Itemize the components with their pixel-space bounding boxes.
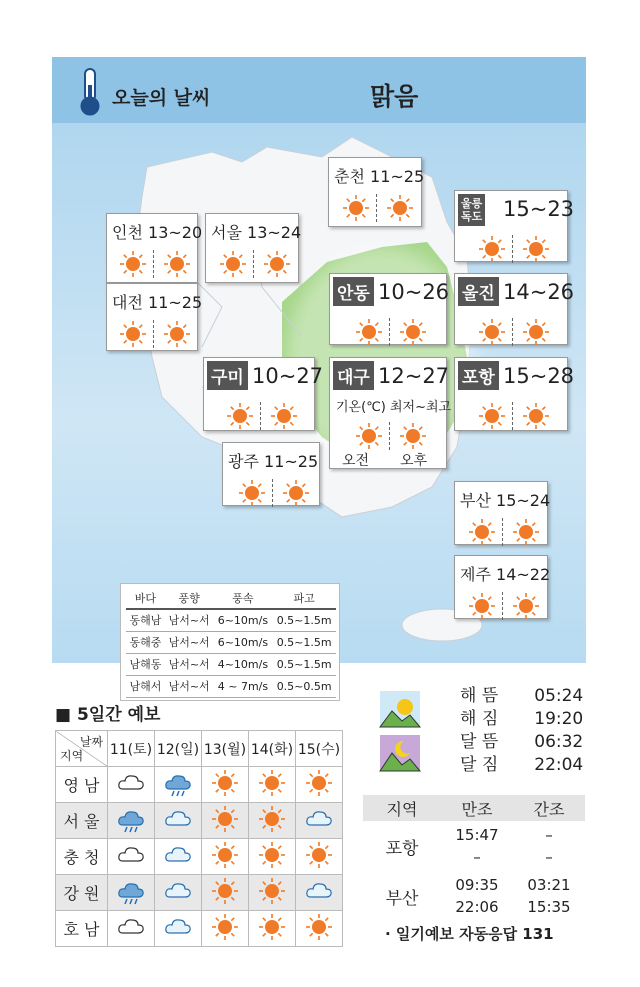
forecast-region: 영 남 [56, 767, 108, 803]
sun-icon-pm [263, 250, 291, 278]
city-temp: 13~20 [148, 223, 203, 242]
sun-icon-am [238, 479, 266, 507]
sea-cell: 0.5~1.5m [272, 609, 336, 631]
divider [512, 318, 513, 346]
city-name: 울릉 독도 [458, 194, 485, 226]
sea-cell: 0.5~1.5m [272, 653, 336, 675]
divider [153, 250, 154, 278]
sun-icon-pm [522, 402, 550, 430]
moonset-label: 달 짐 [460, 755, 499, 775]
cloud-rain-icon [108, 875, 155, 911]
city-name: 대구 [333, 361, 374, 390]
sea-cell: 남서~서 [165, 609, 214, 631]
forecast-row [56, 875, 343, 911]
sun-icon-pm [270, 402, 298, 430]
sea-cell: 6~10m/s [214, 609, 273, 631]
forecast-row [56, 839, 343, 875]
sea-cell: 남해동 [126, 653, 165, 675]
sun-icon [249, 803, 296, 839]
sun-icon [249, 911, 296, 947]
sun-icon-am [219, 250, 247, 278]
thermometer-icon [76, 67, 104, 117]
sun-icon-pm [399, 422, 427, 450]
forecast-region: 강 원 [56, 875, 108, 911]
city-box [106, 213, 203, 283]
day-header: 11(토) [108, 731, 155, 767]
five-day-forecast-table [55, 730, 343, 947]
five-day-forecast-title: ■ 5일간 예보 [55, 705, 161, 725]
cloud-sun-icon [155, 911, 202, 947]
city-name: 서울 [211, 223, 242, 242]
moonrise-label: 달 뜸 [460, 732, 499, 752]
cloud-icon [108, 767, 155, 803]
sun-icon [296, 911, 343, 947]
sunset-time: 19:20 [534, 709, 584, 729]
sea-cell: 남서~서 [165, 675, 214, 697]
sun-icon-pm [522, 235, 550, 263]
sun-icon-pm [512, 518, 540, 546]
city-temp: 11~25 [148, 293, 203, 312]
sun-icon-am [355, 422, 383, 450]
city-name: 광주 [228, 452, 259, 471]
sun-icon-am [226, 402, 254, 430]
divider [502, 592, 503, 620]
cloud-sun-icon [155, 839, 202, 875]
sun-icon-am [342, 194, 370, 222]
cloud-rain-icon [155, 767, 202, 803]
sea-cell: 남서~서 [165, 631, 214, 653]
city-name: 제주 [460, 565, 491, 584]
sea-cell: 남서~서 [165, 653, 214, 675]
city-box [454, 357, 575, 431]
city-temp: 14~26 [503, 280, 575, 304]
forecast-row [56, 767, 343, 803]
city-box [454, 555, 551, 619]
sun-icon-am [478, 318, 506, 346]
sun-icon [202, 767, 249, 803]
divider [260, 402, 261, 430]
city-box [329, 357, 452, 469]
sun-icon-pm [512, 592, 540, 620]
sun-icon-am [478, 402, 506, 430]
tide-header: 간조 [513, 795, 585, 821]
sun-icon-pm [386, 194, 414, 222]
corner-region-label: 지역 [60, 749, 84, 763]
day-header: 15(수) [296, 731, 343, 767]
forecast-row [56, 911, 343, 947]
sun-icon-am [355, 318, 383, 346]
sunrise-icon [380, 691, 420, 727]
forecast-region: 호 남 [56, 911, 108, 947]
city-box [328, 157, 425, 227]
sunrise-time: 05:24 [534, 686, 584, 706]
sunset-label: 해 짐 [460, 709, 499, 729]
divider [389, 318, 390, 346]
sun-icon-am [468, 592, 496, 620]
city-box [454, 481, 551, 545]
divider [272, 479, 273, 507]
title-bar [52, 57, 586, 123]
city-name: 포항 [458, 361, 499, 390]
sea-header: 파고 [272, 587, 336, 609]
forecast-region: 충 청 [56, 839, 108, 875]
city-temp: 11~25 [370, 167, 425, 186]
sun-icon [296, 839, 343, 875]
divider [389, 422, 390, 450]
tide-region: 포항 [385, 838, 419, 859]
tide-high: – [473, 848, 481, 866]
cloud-sun-icon [296, 803, 343, 839]
sun-icon [249, 767, 296, 803]
city-name: 대전 [112, 293, 143, 312]
day-header: 14(화) [249, 731, 296, 767]
cloud-icon [108, 839, 155, 875]
tide-high: 09:35 [455, 876, 499, 894]
auto-response-info: · 일기예보 자동응답 131 [385, 925, 554, 943]
cloud-rain-icon [108, 803, 155, 839]
sun-icon-am [468, 518, 496, 546]
cloud-sun-icon [296, 875, 343, 911]
forecast-row [56, 803, 343, 839]
corner-cell [56, 731, 108, 767]
city-temp: 14~22 [496, 565, 551, 584]
sea-row [126, 653, 336, 675]
tide-region: 부산 [385, 888, 419, 909]
tide-table [363, 795, 585, 921]
city-temp: 15~28 [503, 364, 575, 388]
cloud-sun-icon [155, 875, 202, 911]
sea-conditions-table [120, 583, 340, 701]
weather-condition: 맑음 [370, 82, 419, 111]
sea-row [126, 631, 336, 653]
city-box [203, 357, 324, 431]
city-temp: 12~27 [378, 364, 450, 388]
sea-row [126, 675, 336, 697]
page-title: 오늘의 날씨 [112, 87, 211, 109]
city-temp: 10~26 [378, 280, 450, 304]
tide-header: 지역 [363, 795, 441, 821]
tide-low: – [545, 848, 553, 866]
sea-cell: 4~10m/s [214, 653, 273, 675]
tide-header: 만조 [441, 795, 513, 821]
city-name: 부산 [460, 491, 491, 510]
cloud-sun-icon [155, 803, 202, 839]
sun-icon [249, 875, 296, 911]
sun-icon [249, 839, 296, 875]
divider [253, 250, 254, 278]
city-name: 안동 [333, 277, 374, 306]
sea-cell: 6~10m/s [214, 631, 273, 653]
sun-icon-pm [163, 250, 191, 278]
sun-icon-am [119, 250, 147, 278]
sun-icon-am [478, 235, 506, 263]
tide-low: – [545, 826, 553, 844]
city-box [106, 283, 203, 351]
tide-high: 22:06 [455, 898, 499, 916]
legend-temp: 기온(℃) 최저~최고 [336, 400, 452, 415]
divider [153, 320, 154, 348]
divider [376, 194, 377, 222]
sea-cell: 4 ~ 7m/s [214, 675, 273, 697]
moonrise-icon [380, 735, 420, 771]
sun-icon-pm [163, 320, 191, 348]
divider [502, 518, 503, 546]
sun-icon [202, 803, 249, 839]
tide-low: 15:35 [527, 898, 571, 916]
legend-pm: 오후 [400, 453, 428, 469]
city-temp: 10~27 [252, 364, 324, 388]
day-header: 12(일) [155, 731, 202, 767]
divider [512, 235, 513, 263]
city-temp: 15~23 [503, 197, 575, 221]
cloud-icon [108, 911, 155, 947]
sea-cell: 0.5~0.5m [272, 675, 336, 697]
sun-icon [296, 767, 343, 803]
sea-cell: 동해남 [126, 609, 165, 631]
sun-icon-pm [522, 318, 550, 346]
corner-date-label: 날짜 [79, 735, 103, 749]
weather-map [52, 57, 586, 693]
sea-cell: 동해중 [126, 631, 165, 653]
legend-am: 오전 [342, 453, 370, 469]
sun-icon [202, 911, 249, 947]
city-temp: 15~24 [496, 491, 551, 510]
tide-low: 03:21 [527, 876, 571, 894]
sunrise-label: 해 뜸 [460, 686, 499, 706]
day-header: 13(월) [202, 731, 249, 767]
moonrise-time: 06:32 [534, 732, 584, 752]
sea-cell: 남해서 [126, 675, 165, 697]
city-box [222, 442, 320, 506]
sea-header: 풍속 [214, 587, 273, 609]
city-name: 춘천 [334, 167, 365, 186]
city-name: 울진 [458, 277, 499, 306]
sea-row [126, 609, 336, 631]
moonset-time: 22:04 [534, 755, 584, 775]
city-box [454, 273, 575, 345]
divider [512, 402, 513, 430]
sea-header: 풍향 [165, 587, 214, 609]
sun-icon [202, 875, 249, 911]
forecast-region: 서 울 [56, 803, 108, 839]
sea-header: 바다 [126, 587, 165, 609]
city-temp: 13~24 [247, 223, 302, 242]
city-name: 인천 [112, 223, 143, 242]
sun-icon-pm [282, 479, 310, 507]
city-temp: 11~25 [264, 452, 319, 471]
city-box [329, 273, 450, 345]
city-name: 구미 [207, 361, 248, 390]
city-box [454, 190, 575, 262]
city-box [205, 213, 302, 283]
tide-high: 15:47 [455, 826, 499, 844]
sea-cell: 0.5~1.5m [272, 631, 336, 653]
sun-icon [202, 839, 249, 875]
sun-icon-pm [399, 318, 427, 346]
sun-icon-am [119, 320, 147, 348]
